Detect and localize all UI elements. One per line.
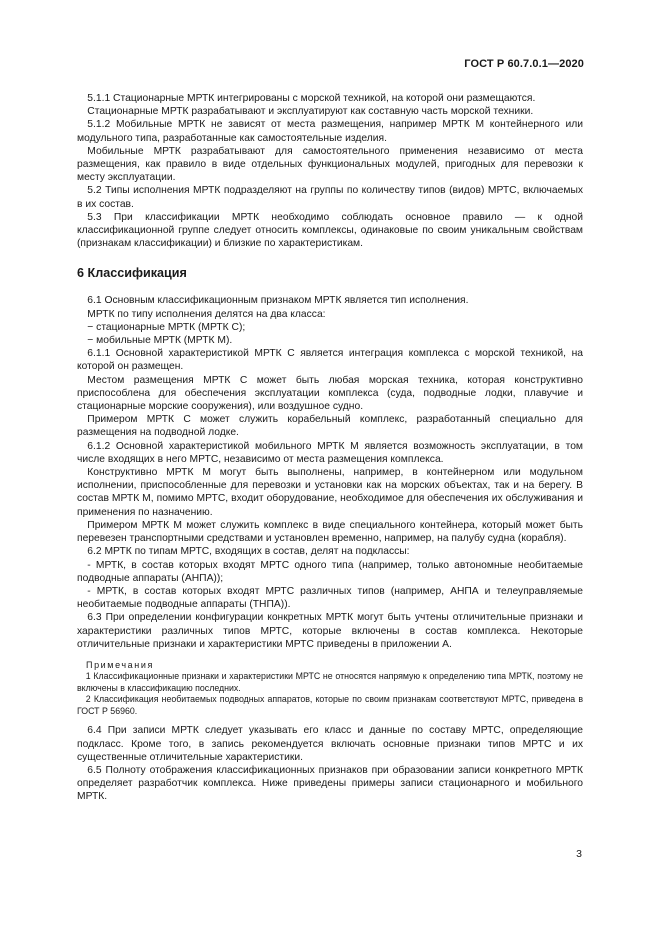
note-item: 1 Классификационные признаки и характеристики МРТС не относятся напрямую к определению типа МРТК, поэтому не включены в классификацию последних. bbox=[77, 670, 583, 693]
paragraph: Стационарные МРТК разрабатывают и эксплуатируют как составную часть морской техники. bbox=[87, 106, 534, 118]
paragraph: Примером МРТК М может служить комплекс в виде специального контейнера, который может быть перевезен транспортными средствами и установлен временно, например, на палубу судна (корабля). bbox=[77, 519, 583, 545]
paragraph: Местом размещения МРТК С может быть любая морская техника, которая конструктивно приспособлена для обеспечения эксплуатации комплекса (суда, подводные лодки, плавучие и стационарные морские сооружения), или воздушное судно. bbox=[77, 374, 583, 413]
paragraph: Примером МРТК С может служить корабельный комплекс, разработанный специально для размещения на подводной лодке. bbox=[77, 414, 583, 439]
list-item: − мобильные МРТК (МРТК М). bbox=[87, 335, 233, 347]
paragraph-5-3: 5.3 При классификации МРТК необходимо соблюдать основное правило — к одной классификационной группе следует относить комплексы, одинаковые по своим уникальным свойствам (признакам классификации) и близкие по характеристикам. bbox=[77, 211, 583, 250]
paragraph-6-1-1: 6.1.1 Основной характеристикой МРТК С является интеграция комплекса с морской техникой, на которой он размещен. bbox=[77, 348, 583, 373]
paragraph: Конструктивно МРТК М могут быть выполнены, например, в контейнерном или модульном исполнении, приспособленные для перевозки и установки как на морских объектах, так и на берегу. В состав МРТК М, помимо МРТС, входит оборудование, необходимое для обеспечения их обслуживания и применения по назначению. bbox=[77, 467, 583, 518]
list-item: − стационарные МРТК (МРТК С); bbox=[87, 321, 246, 333]
paragraph-6-3: 6.3 При определении конфигурации конкретных МРТК могут быть учтены отличительные признаки и характеристики различных типов МРТС, которые включены в состав комплекса. Некоторые отличительные признаки и характеристики МРТС приведены в приложении А. bbox=[77, 612, 583, 650]
paragraph-6-4: 6.4 При записи МРТК следует указывать его класс и данные по составу МРТС, определяющие подкласс. Кроме того, в запись рекомендуется включать основные признаки типов МРТС и их существенные отличительные характеристики. bbox=[77, 725, 583, 763]
page-content bbox=[77, 92, 583, 804]
paragraph-6-5: 6.5 Полноту отображения классификационных признаков при образовании записи конкретного МРТК определяет разработчик комплекса. Ниже приведены примеры записи стационарного и мобильного МРТК. bbox=[77, 764, 583, 803]
notes-title: Примечания bbox=[86, 659, 154, 670]
section-heading: 6 Классификация bbox=[77, 266, 187, 281]
document-code-header: ГОСТ Р 60.7.0.1—2020 bbox=[464, 58, 584, 70]
paragraph-6-1: 6.1 Основным классификационным признаком МРТК является тип исполнения. bbox=[87, 295, 469, 307]
paragraph: Мобильные МРТК разрабатывают для самостоятельного применения независимо от места размещения, как правило в виде отдельных функциональных модулей, пригодных для перевозки к месту эксплуатации. bbox=[77, 145, 583, 184]
paragraph-5-1-1: 5.1.1 Стационарные МРТК интегрированы с морской техникой, на которой они размещаются. bbox=[87, 93, 536, 104]
paragraph-5-1-2: 5.1.2 Мобильные МРТК не зависят от места размещения, например МРТК М контейнерного или модульного типа, разработанные как самостоятельные изделия. bbox=[77, 119, 583, 144]
note-item: 2 Классификация необитаемых подводных аппаратов, которые по своим признакам соответствуют МРТС, приведена в ГОСТ Р 56960. bbox=[77, 694, 583, 716]
paragraph-5-2: 5.2 Типы исполнения МРТК подразделяют на группы по количеству типов (видов) МРТС, включаемых в их состав. bbox=[77, 185, 583, 210]
paragraph-6-2: 6.2 МРТК по типам МРТС, входящих в состав, делят на подклассы: bbox=[87, 546, 410, 558]
paragraph-6-1-2: 6.1.2 Основной характеристикой мобильного МРТК М является возможность эксплуатации, в том числе входящих в него МРТС, независимо от места размещения комплекса. bbox=[77, 440, 583, 465]
list-item: - МРТК, в состав которых входят МРТС одного типа (например, только автономные необитаемые подводные аппараты (АНПА)); bbox=[77, 559, 583, 584]
list-item: - МРТК, в состав которых входят МРТС различных типов (например, АНПА и телеуправляемые необитаемые подводные аппараты (ТНПА)). bbox=[77, 585, 583, 611]
paragraph: МРТК по типу исполнения делятся на два класса: bbox=[87, 308, 326, 320]
page-number: 3 bbox=[576, 848, 582, 860]
